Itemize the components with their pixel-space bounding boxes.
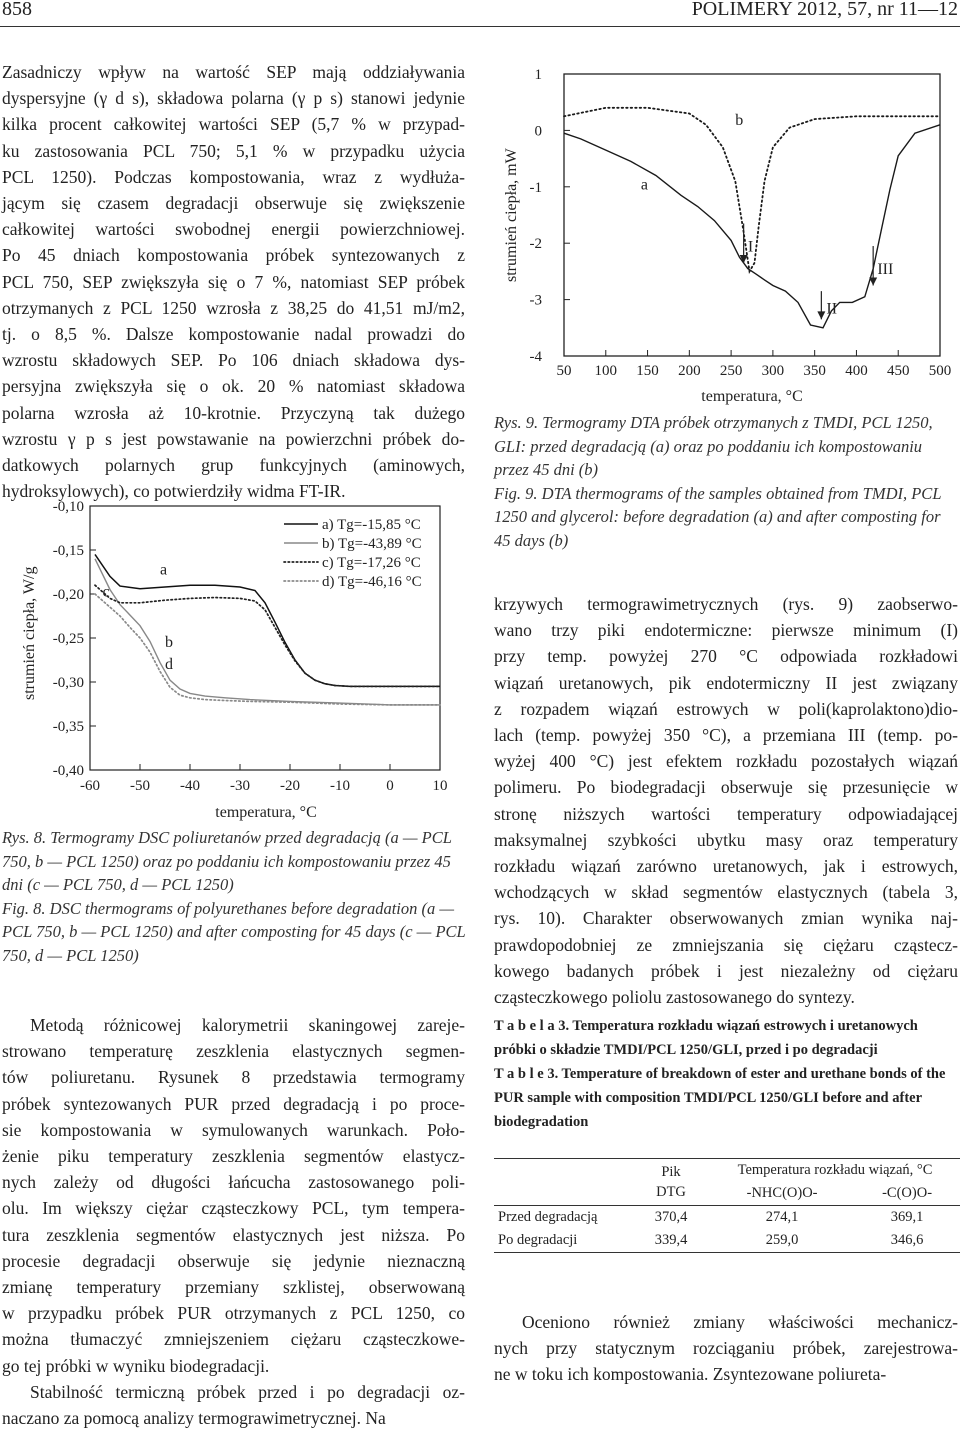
fig9-series-a xyxy=(564,125,940,328)
text-line: lach (temp. powyżej 350 °C), a przemiana III (temp. po- xyxy=(494,725,958,746)
text-line: Stabilność termiczną próbek przed i po degradacji oz- xyxy=(30,1381,465,1402)
fig8-xtick-label: 0 xyxy=(386,778,394,794)
fig9-peak-label: III xyxy=(877,261,894,279)
table3-cell-dtg: 370,4 xyxy=(654,1209,688,1225)
table3-cell-nhc: 274,1 xyxy=(765,1209,799,1225)
text-line: wchodzących w skład segmentów elastycznych (tabela 3, xyxy=(494,882,958,903)
text-line: cząsteczkowego poliolu zastosowanego do syntezy. xyxy=(494,987,855,1008)
fig8-legend-label-c: c) Tg=-17,26 °C xyxy=(322,555,421,571)
table3-col-group: Temperatura rozkładu wiązań, °C xyxy=(737,1162,933,1178)
journal-title: POLIMERY 2012, 57, nr 11—12 xyxy=(691,0,958,20)
fig8-caption-en: Fig. 8. DSC thermograms of polyurethanes before degradation (a — PCL 750, b — PCL 1250) and after composting for 45 days (c — PCL 750, d — PCL 1250) xyxy=(2,898,466,965)
right-mid-paragraph xyxy=(494,591,958,1010)
text-line: krzywych termograwimetrycznych (rys. 9) zaobserwo- xyxy=(494,594,958,614)
text-line: hydroksylowych), co potwierdziły widma FT-IR. xyxy=(2,481,346,502)
fig8-curve-label-c: c xyxy=(102,583,110,601)
text-line: wzrostu γ p s jest powstawanie na powierzchni próbek do- xyxy=(2,428,465,449)
fig9-xtick-label: 200 xyxy=(678,363,701,379)
text-line: w przypadku próbek PUR otrzymanych z PCL 1250, co xyxy=(2,1303,465,1324)
fig9-ytick-label: -2 xyxy=(529,236,542,253)
fig8-xtick-label: -60 xyxy=(80,778,100,794)
text-line: wyżej 400 °C) jest efektem rozkładu pozostałych wiązań xyxy=(494,751,958,772)
fig9-peak-label: II xyxy=(826,300,838,318)
text-line: z rozpadem wiązań estrowych w poli(kaprolaktono)dio- xyxy=(494,698,958,719)
left-top-paragraph xyxy=(2,59,465,504)
fig8-xtick-label: 10 xyxy=(432,778,448,794)
fig8-ytick-label: -0,35 xyxy=(52,719,84,735)
text-line: Zasadniczy wpływ na wartość SEP mają oddziaływania xyxy=(2,62,465,82)
table3-row-label: Przed degradacją xyxy=(498,1209,598,1225)
text-line: można tłumaczyć zmniejszeniem ciężaru cząsteczkowe- xyxy=(2,1329,465,1350)
fig9-xtick-label: 300 xyxy=(761,363,785,379)
text-line: naczano za pomocą analizy termograwimetrycznej. Na xyxy=(2,1408,386,1429)
text-line: kowego badanych próbek i jest niezależny od ciężaru xyxy=(494,960,958,981)
fig8-ytick-label: -0,40 xyxy=(52,763,84,779)
table3 xyxy=(494,1158,960,1253)
table-row xyxy=(494,1229,960,1253)
fig9-curve-label-a: a xyxy=(640,176,648,194)
fig9-ytick-label: -1 xyxy=(529,179,542,196)
table3-caption-pl: T a b e l a 3. Temperatura rozkładu wiązań estrowych i uretanowych próbki o składzie TMDI/PCL 1250/GLI, przed i po degradacji xyxy=(494,1018,918,1058)
text-line: sie kompostowania w symulowanych warunkach. Poło- xyxy=(2,1119,465,1140)
text-line: zmianę temperatury przemiany szklistej, obserwowaną xyxy=(2,1277,465,1298)
text-line: prawdopodobniej ze zmniejszania się ciężaru cząstecz- xyxy=(494,934,958,955)
text-line: tj. o 8,5 %. Dalsze kompostowanie nadal prowadzi do xyxy=(2,324,465,345)
text-line: persyjna zwiększyła się o ok. 20 % natomiast składowa xyxy=(2,376,465,397)
text-line: Po 45 dniach kompostowania próbek syntezowanych z xyxy=(2,245,465,266)
left-bottom-paragraphs xyxy=(2,1012,465,1431)
text-line: datkowych polarnych grup funkcyjnych (aminowych, xyxy=(2,455,465,476)
text-line: wano trzy piki endotermiczne: pierwsze minimum (I) xyxy=(494,620,958,641)
fig9-xtick-label: 500 xyxy=(928,363,952,379)
text-line: otrzymanych z PCL 1250 wzrosła z 38,25 do 41,51 mJ/m2, xyxy=(2,297,465,318)
fig9-xtick-label: 400 xyxy=(845,363,868,379)
table3-col-pik: Pik xyxy=(661,1164,681,1180)
fig8-ytick-label: -0,25 xyxy=(52,631,84,647)
fig8-caption xyxy=(2,826,466,967)
fig8-series-d xyxy=(95,594,440,705)
text-line: ku zastosowania PCL 750; 5,1 % w przypadku użycia xyxy=(2,140,465,161)
table3-col-dtg: DTG xyxy=(656,1184,686,1200)
text-line: tura zeszklenia segmentów elastycznych jest niższa. Po xyxy=(2,1224,465,1245)
text-line: całkowitej wartości swobodnej energii powierzchniowej. xyxy=(2,219,465,240)
table3-col-co: -C(O)O- xyxy=(882,1185,933,1201)
fig9-ytick-label: -3 xyxy=(529,292,542,309)
text-line: stronę niższych wartości temperatury odpowiadającej xyxy=(494,803,958,824)
fig9-curve-label-b: b xyxy=(735,111,744,129)
fig9-peak-label: I xyxy=(747,238,754,256)
text-line: wiązań uretanowych, pik endotermiczny II jest związany xyxy=(494,672,958,693)
page-header xyxy=(0,0,960,26)
fig8-ylabel: strumień ciepła, W/g xyxy=(21,566,38,700)
text-line: nych zależy od długości łańcucha zastosowanego poli- xyxy=(2,1172,465,1193)
table3-cell-co: 346,6 xyxy=(890,1232,924,1248)
fig9-xtick-label: 100 xyxy=(594,363,618,379)
fig9-caption-en: Fig. 9. DTA thermograms of the samples obtained from TMDI, PCL 1250 and glycerol: before degradation (a) and after composting for 45 days (b) xyxy=(494,483,942,550)
fig9-ytick-label: -4 xyxy=(529,349,542,365)
table3-cell-dtg: 339,4 xyxy=(654,1232,688,1248)
table3-cell-nhc: 259,0 xyxy=(765,1232,799,1248)
fig8-ytick-label: -0,20 xyxy=(52,587,84,603)
table-row xyxy=(494,1206,960,1230)
fig9-xtick-label: 350 xyxy=(803,363,826,379)
fig8-chart xyxy=(0,494,470,824)
text-line: dyspersyjne (γ d s), składowa polarna (γ p s) stanowi jedynie xyxy=(2,88,465,109)
fig8-legend-label-b: b) Tg=-43,89 °C xyxy=(322,536,422,552)
fig9-ylabel: strumień ciepła, mW xyxy=(503,148,520,282)
fig9-arrowhead xyxy=(869,278,877,286)
text-line: Oceniono również zmiany właściwości mechanicz- xyxy=(522,1312,958,1332)
text-line: tów poliuretanu. Rysunek 8 przedstawia termogramy xyxy=(2,1067,465,1088)
fig9-ytick-label: 1 xyxy=(534,67,542,83)
text-line: olu. Im większy ciężar cząsteczkowy PCL, tym tempera- xyxy=(2,1198,465,1219)
text-line: ne w toku ich kompostowania. Zsyntezowane poliureta- xyxy=(494,1364,887,1385)
text-line: przy temp. powyżej 270 °C odpowiada rozkładowi xyxy=(494,646,958,667)
text-line: PCL 750, SEP zwiększyła się o 7 %, natomiast SEP próbek xyxy=(2,271,465,292)
table3-col-nhc: -NHC(O)O- xyxy=(746,1185,818,1201)
text-line: procesie degradacji obserwuje się jedynie nieznaczną xyxy=(2,1250,465,1271)
fig8-legend-label-d: d) Tg=-46,16 °C xyxy=(322,574,422,590)
fig8-legend-label-a: a) Tg=-15,85 °C xyxy=(322,517,421,533)
fig9-xtick-label: 50 xyxy=(556,363,572,379)
text-line: wzrostu składowych SEP. Po 106 dniach składowa dys- xyxy=(2,350,465,371)
fig8-xtick-label: -30 xyxy=(230,778,250,794)
fig9-arrowhead xyxy=(817,311,825,319)
fig8-xlabel: temperatura, °C xyxy=(215,804,317,821)
fig9-xlabel: temperatura, °C xyxy=(701,388,803,405)
page-number: 858 xyxy=(2,0,32,20)
fig8-ytick-label: -0,15 xyxy=(52,543,84,559)
text-line: próbek syntezowanych PUR przed degradacją i po proce- xyxy=(2,1093,465,1114)
fig8-curve-label-a: a xyxy=(160,561,168,579)
text-line: maksymalnej szybkości ubytku masy oraz temperatury xyxy=(494,829,958,850)
text-line: żenie piku temperatury zeszklenia segmentów elastycz- xyxy=(2,1146,465,1167)
table3-col-pik-dtg xyxy=(632,1159,710,1206)
right-bottom-paragraph xyxy=(494,1309,958,1388)
header-rule xyxy=(0,26,960,27)
text-line: kilka procent całkowitej wartości SEP (5,7 % w przypad- xyxy=(2,114,465,135)
text-line: strowano temperaturę zeszklenia elastycznych segmen- xyxy=(2,1041,465,1062)
fig8-xtick-label: -40 xyxy=(180,778,200,794)
table3-empty-corner xyxy=(494,1159,632,1206)
table3-row-label: Po degradacji xyxy=(498,1232,578,1248)
text-line: polarna wzrosła aż 10-krotnie. Przyczyną tak dużego xyxy=(2,402,465,423)
fig9-caption xyxy=(494,411,958,552)
fig9-caption-pl: Rys. 9. Termogramy DTA próbek otrzymanych z TMDI, PCL 1250, GLI: przed degradacją (a) oraz po poddaniu ich kompostowaniu przez 45 dni (b) xyxy=(494,413,933,479)
text-line: go tej próbki w wyniku biodegradacji. xyxy=(2,1355,270,1376)
fig9-chart xyxy=(490,60,960,405)
text-line: polimeru. Po biodegradacji obserwuje się przesunięcie w xyxy=(494,777,958,798)
fig9-ytick-label: 0 xyxy=(534,123,542,140)
text-line: Metodą różnicowej kalorymetrii skaningowej zareje- xyxy=(30,1015,465,1035)
fig9-xtick-label: 450 xyxy=(886,363,910,379)
fig9-xtick-label: 150 xyxy=(636,363,659,379)
text-line: nych przy statycznym rozciąganiu próbek, zarejestrowa- xyxy=(494,1338,958,1359)
fig8-caption-pl: Rys. 8. Termogramy DSC poliuretanów przed degradacją (a — PCL 750, b — PCL 1250) oraz po poddaniu ich kompostowaniu przez 45 dni (c — PCL 750, d — PCL 1250) xyxy=(2,828,452,894)
text-line: jącym się czasem degradacji obserwuje się zwiększenie xyxy=(2,193,465,214)
table3-caption-en: T a b l e 3. Temperature of breakdown of ester and urethane bonds of the PUR sample with composition TMDI/PCL 1250/GLI before and after biodegradation xyxy=(494,1066,946,1130)
table3-caption xyxy=(494,1014,958,1134)
fig8-xtick-label: -50 xyxy=(130,778,150,794)
text-line: PCL 1250). Podczas kompostowania, wraz z wydłuża- xyxy=(2,166,465,187)
fig8-ytick-label: -0,10 xyxy=(52,499,84,515)
fig8-curve-label-d: d xyxy=(165,655,173,673)
fig8-curve-label-b: b xyxy=(165,633,173,651)
table3-header-row xyxy=(494,1159,960,1183)
table3-cell-co: 369,1 xyxy=(890,1209,924,1225)
fig8-xtick-label: -20 xyxy=(280,778,300,794)
fig8-ytick-label: -0,30 xyxy=(52,675,84,691)
text-line: rozkładu wiązań zarówno uretanowych, jak i estrowych, xyxy=(494,856,958,877)
fig9-xtick-label: 250 xyxy=(719,363,743,379)
fig8-xtick-label: -10 xyxy=(330,778,350,794)
text-line: rys. 10). Charakter obserwowanych zmian wynika naj- xyxy=(494,908,958,929)
